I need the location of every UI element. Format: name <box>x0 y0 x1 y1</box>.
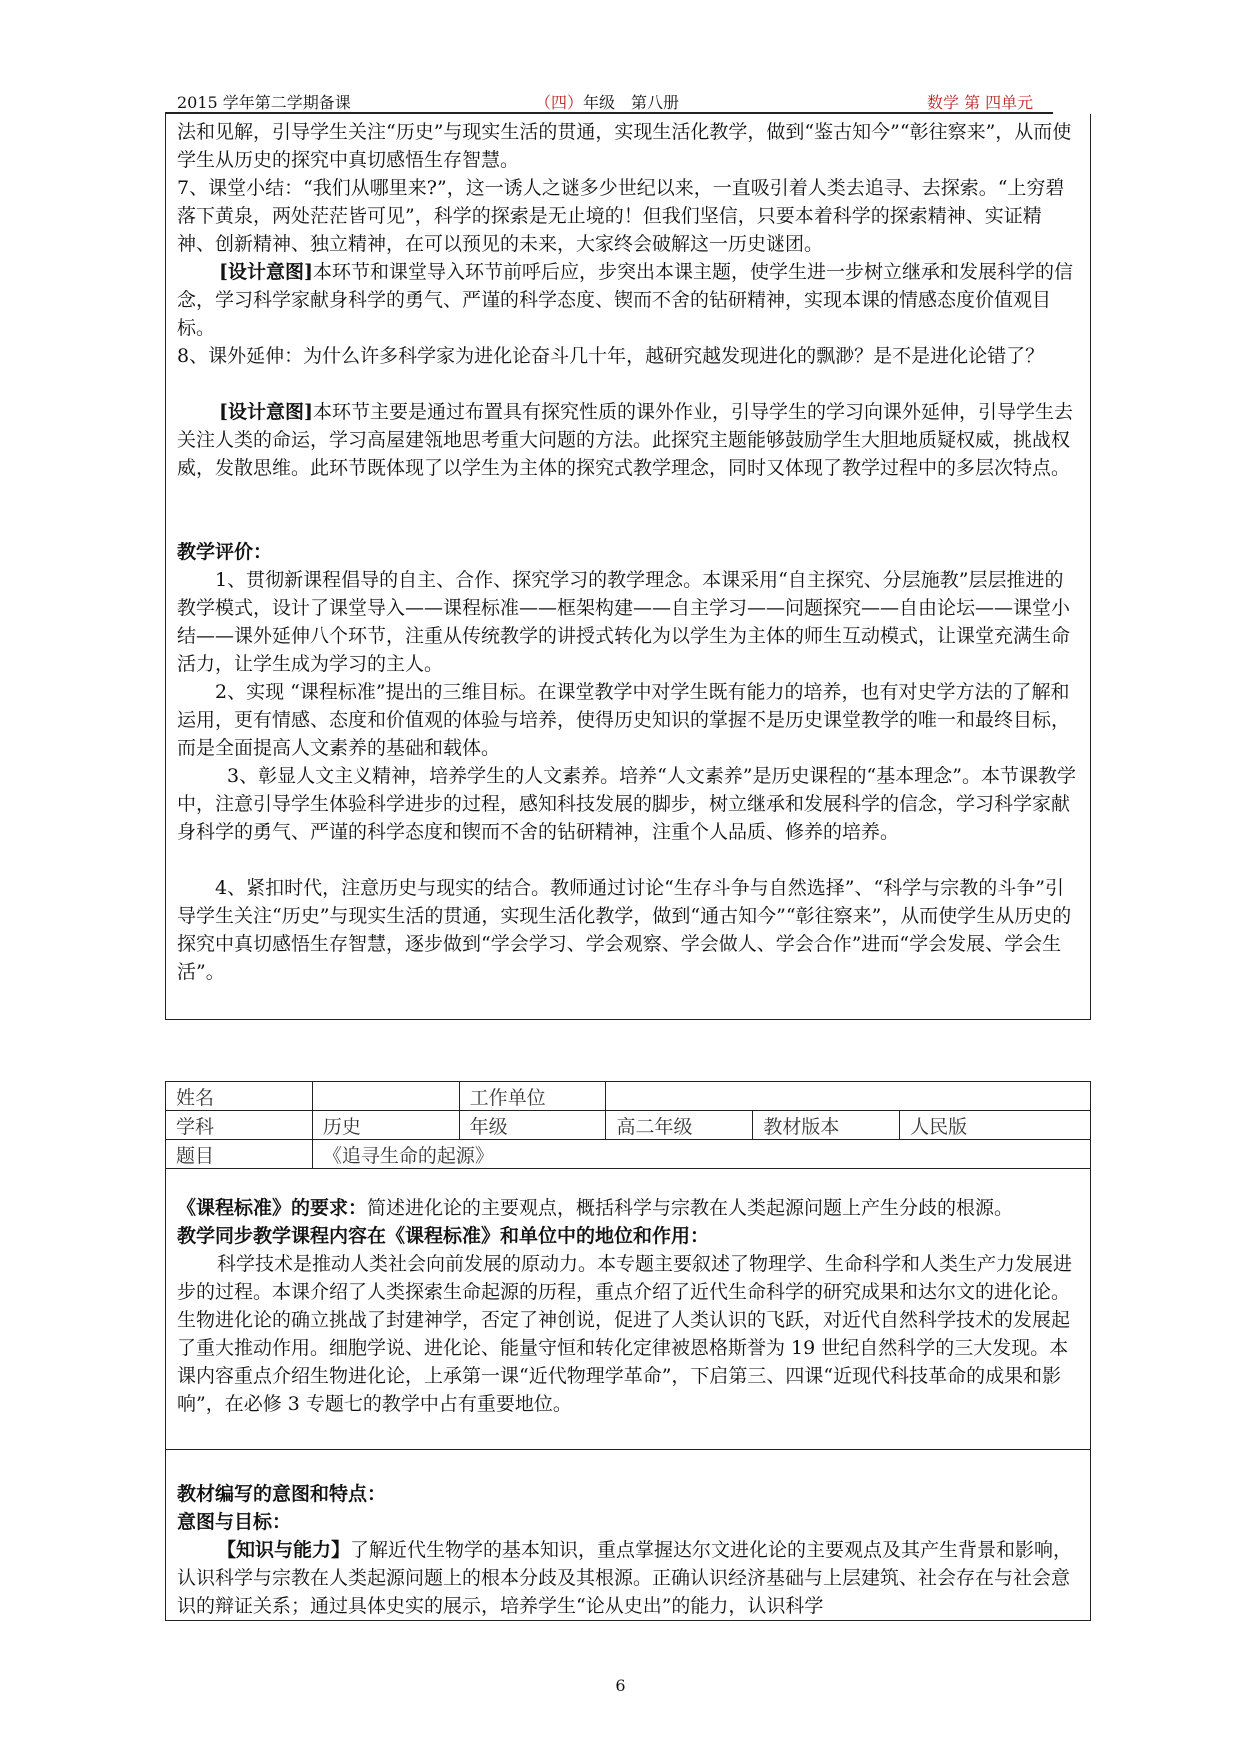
header-grade-book: 年级 第八册 <box>583 93 680 112</box>
grade-label: 年级 <box>459 1111 606 1140</box>
header-semester: 2015 学年第二学期备课 <box>177 93 351 112</box>
requirement-label: 《课程标准》的要求： <box>177 1197 368 1219</box>
requirement-text: 简述进化论的主要观点，概括科学与宗教在人类起源问题上产生分歧的根源。 <box>367 1197 1014 1219</box>
edition-label: 教材版本 <box>753 1111 900 1140</box>
evaluation-item-4: 4、紧扣时代，注意历史与现实的结合。教师通过讨论“生存斗争与自然选择”、“科学与宗教的斗争”引导学生关注“历史”与现实生活的贯通，实现生活化教学，做到“通古知今”“彰往察来”，从而使学生从历史的探究中真切感悟生存智慧，逐步做到“学会学习、学会观察、学会做人、学会合作”进而“学会发展、学会生活”。 <box>177 877 1072 983</box>
box-bottom-border <box>165 1620 1091 1621</box>
textbook-intent-heading: 教材编写的意图和特点： <box>177 1483 387 1505</box>
edition-value: 人民版 <box>900 1111 1091 1140</box>
unit-value <box>606 1082 1091 1111</box>
name-label: 姓名 <box>166 1082 313 1111</box>
page-number: 6 <box>615 1676 626 1695</box>
evaluation-item-2: 2、实现 “课程标准”提出的三维目标。在课堂教学中对学生既有能力的培养，也有对史学方法的了解和运用，更有情感、态度和价值观的体验与培养，使得历史知识的掌握不是历史课堂教学的唯一和最终目标，而是全面提高人文素养的基础和载体。 <box>177 681 1071 759</box>
evaluation-heading: 教学评价： <box>177 541 273 563</box>
subject-value: 历史 <box>312 1111 459 1140</box>
topic-label: 题目 <box>166 1140 313 1169</box>
evaluation-item-3: 3、彰显人文主义精神，培养学生的人文素养。培养“人文素养”是历史课程的“基本理念”。本节课教学中，注意引导学生体验科学进步的过程，感知科技发展的脚步，树立继承和发展科学的信念，学习科学家献身科学的勇气、严谨的科学态度和锲而不舍的钻研精神，注重个人品质、修养的培养。 <box>177 765 1076 843</box>
grade-value: 高二年级 <box>606 1111 753 1140</box>
knowledge-text: 了解近代生物学的基本知识，重点掌握达尔文进化论的主要观点及其产生背景和影响，认识科学与宗教在人类起源问题上的根本分歧及其根源。正确认识经济基础与上层建筑、社会存在与社会意识的辩证关系；通过具体史实的展示，培养学生“论从史出”的能力，认识科学 <box>177 1539 1073 1617</box>
knowledge-label: 【知识与能力】 <box>217 1539 351 1561</box>
header-grade-number: （四） <box>535 93 584 112</box>
table-row <box>166 1082 1091 1111</box>
extension-paragraph: 8、课外延伸：为什么许多科学家为进化论奋斗几十年，越研究越发现进化的飘渺？是不是进化论错了？ <box>177 345 1045 367</box>
name-value <box>312 1082 459 1111</box>
header-subject-unit: 数学 第 四单元 <box>927 93 1034 112</box>
design-intent-label: [设计意图] <box>219 261 313 283</box>
unit-label: 工作单位 <box>459 1082 606 1111</box>
topic-value: 《追寻生命的起源》 <box>312 1140 1090 1169</box>
design-intent-label: [设计意图] <box>219 401 313 423</box>
design-intent-text: 本环节主要是通过布置具有探究性质的课外作业，引导学生的学习向课外延伸，引导学生去关注人类的命运，学习高屋建瓴地思考重大问题的方法。此探究主题能够鼓励学生大胆地质疑权威，挑战权威，发散思维。此环节既体现了以学生为主体的探究式教学理念，同时又体现了教学过程中的多层次特点。 <box>177 401 1073 479</box>
class-summary-paragraph: 7、课堂小结：“我们从哪里来?”，这一诱人之谜多少世纪以来，一直吸引着人类去追寻、去探索。“上穷碧落下黄泉，两处茫茫皆可见”，科学的探索是无止境的！但我们坚信，只要本着科学的探索精神、实证精神、创新精神、独立精神，在可以预见的未来，大家终会破解这一历史谜团。 <box>177 177 1065 255</box>
design-intent-text: 本环节和课堂导入环节前呼后应，步突出本课主题，使学生进一步树立继承和发展科学的信念，学习科学家献身科学的勇气、严谨的科学态度、锲而不舍的钻研精神，实现本课的情感态度价值观目标。 <box>177 261 1073 339</box>
subject-label: 学科 <box>166 1111 313 1140</box>
intent-goal-subheading: 意图与目标： <box>177 1511 292 1533</box>
design-intent-paragraph-2 <box>177 398 1077 482</box>
knowledge-ability-paragraph <box>177 1536 1077 1620</box>
position-heading: 教学同步教学课程内容在《课程标准》和单位中的地位和作用： <box>177 1225 710 1247</box>
position-paragraph: 科学技术是推动人类社会向前发展的原动力。本专题主要叙述了物理学、生命科学和人类生产力发展进步的过程。本课介绍了人类探索生命起源的历程，重点介绍了近代生命科学的研究成果和达尔文的进化论。生物进化论的确立挑战了封建神学，否定了神创说，促进了人类认识的飞跃，对近代自然科学技术的发展起了重大推动作用。细胞学说、进化论、能量守恒和转化定律被恩格斯誉为 19 世纪自然科学的三大发现。本课内容重点介绍生物进化论，上承第一课“近代物理学革命”，下启第三、四课“近现代科技革命的成果和影响”，在必修 3 专题七的教学中占有重要地位。 <box>177 1253 1073 1415</box>
design-intent-paragraph-1 <box>177 258 1077 342</box>
intro-paragraph: 法和见解，引导学生关注“历史”与现实生活的贯通，实现生活化教学，做到“鉴古知今”“彰往察来”，从而使学生从历史的探究中真切感悟生存智慧。 <box>177 121 1072 171</box>
page-header <box>165 86 1053 114</box>
table-row <box>166 1111 1091 1140</box>
header-grade <box>535 90 679 113</box>
evaluation-item-1: 1、贯彻新课程倡导的自主、合作、探究学习的教学理念。本课采用“自主探究、分层施教”层层推进的教学模式，设计了课堂导入——课程标准——框架构建——自主学习——问题探究——自由论坛——课堂小结——课外延伸八个环节，注重从传统教学的讲授式转化为以学生为主体的师生互动模式，让课堂充满生命活力，让学生成为学习的主人。 <box>177 569 1071 675</box>
standard-requirement <box>177 1194 1077 1222</box>
